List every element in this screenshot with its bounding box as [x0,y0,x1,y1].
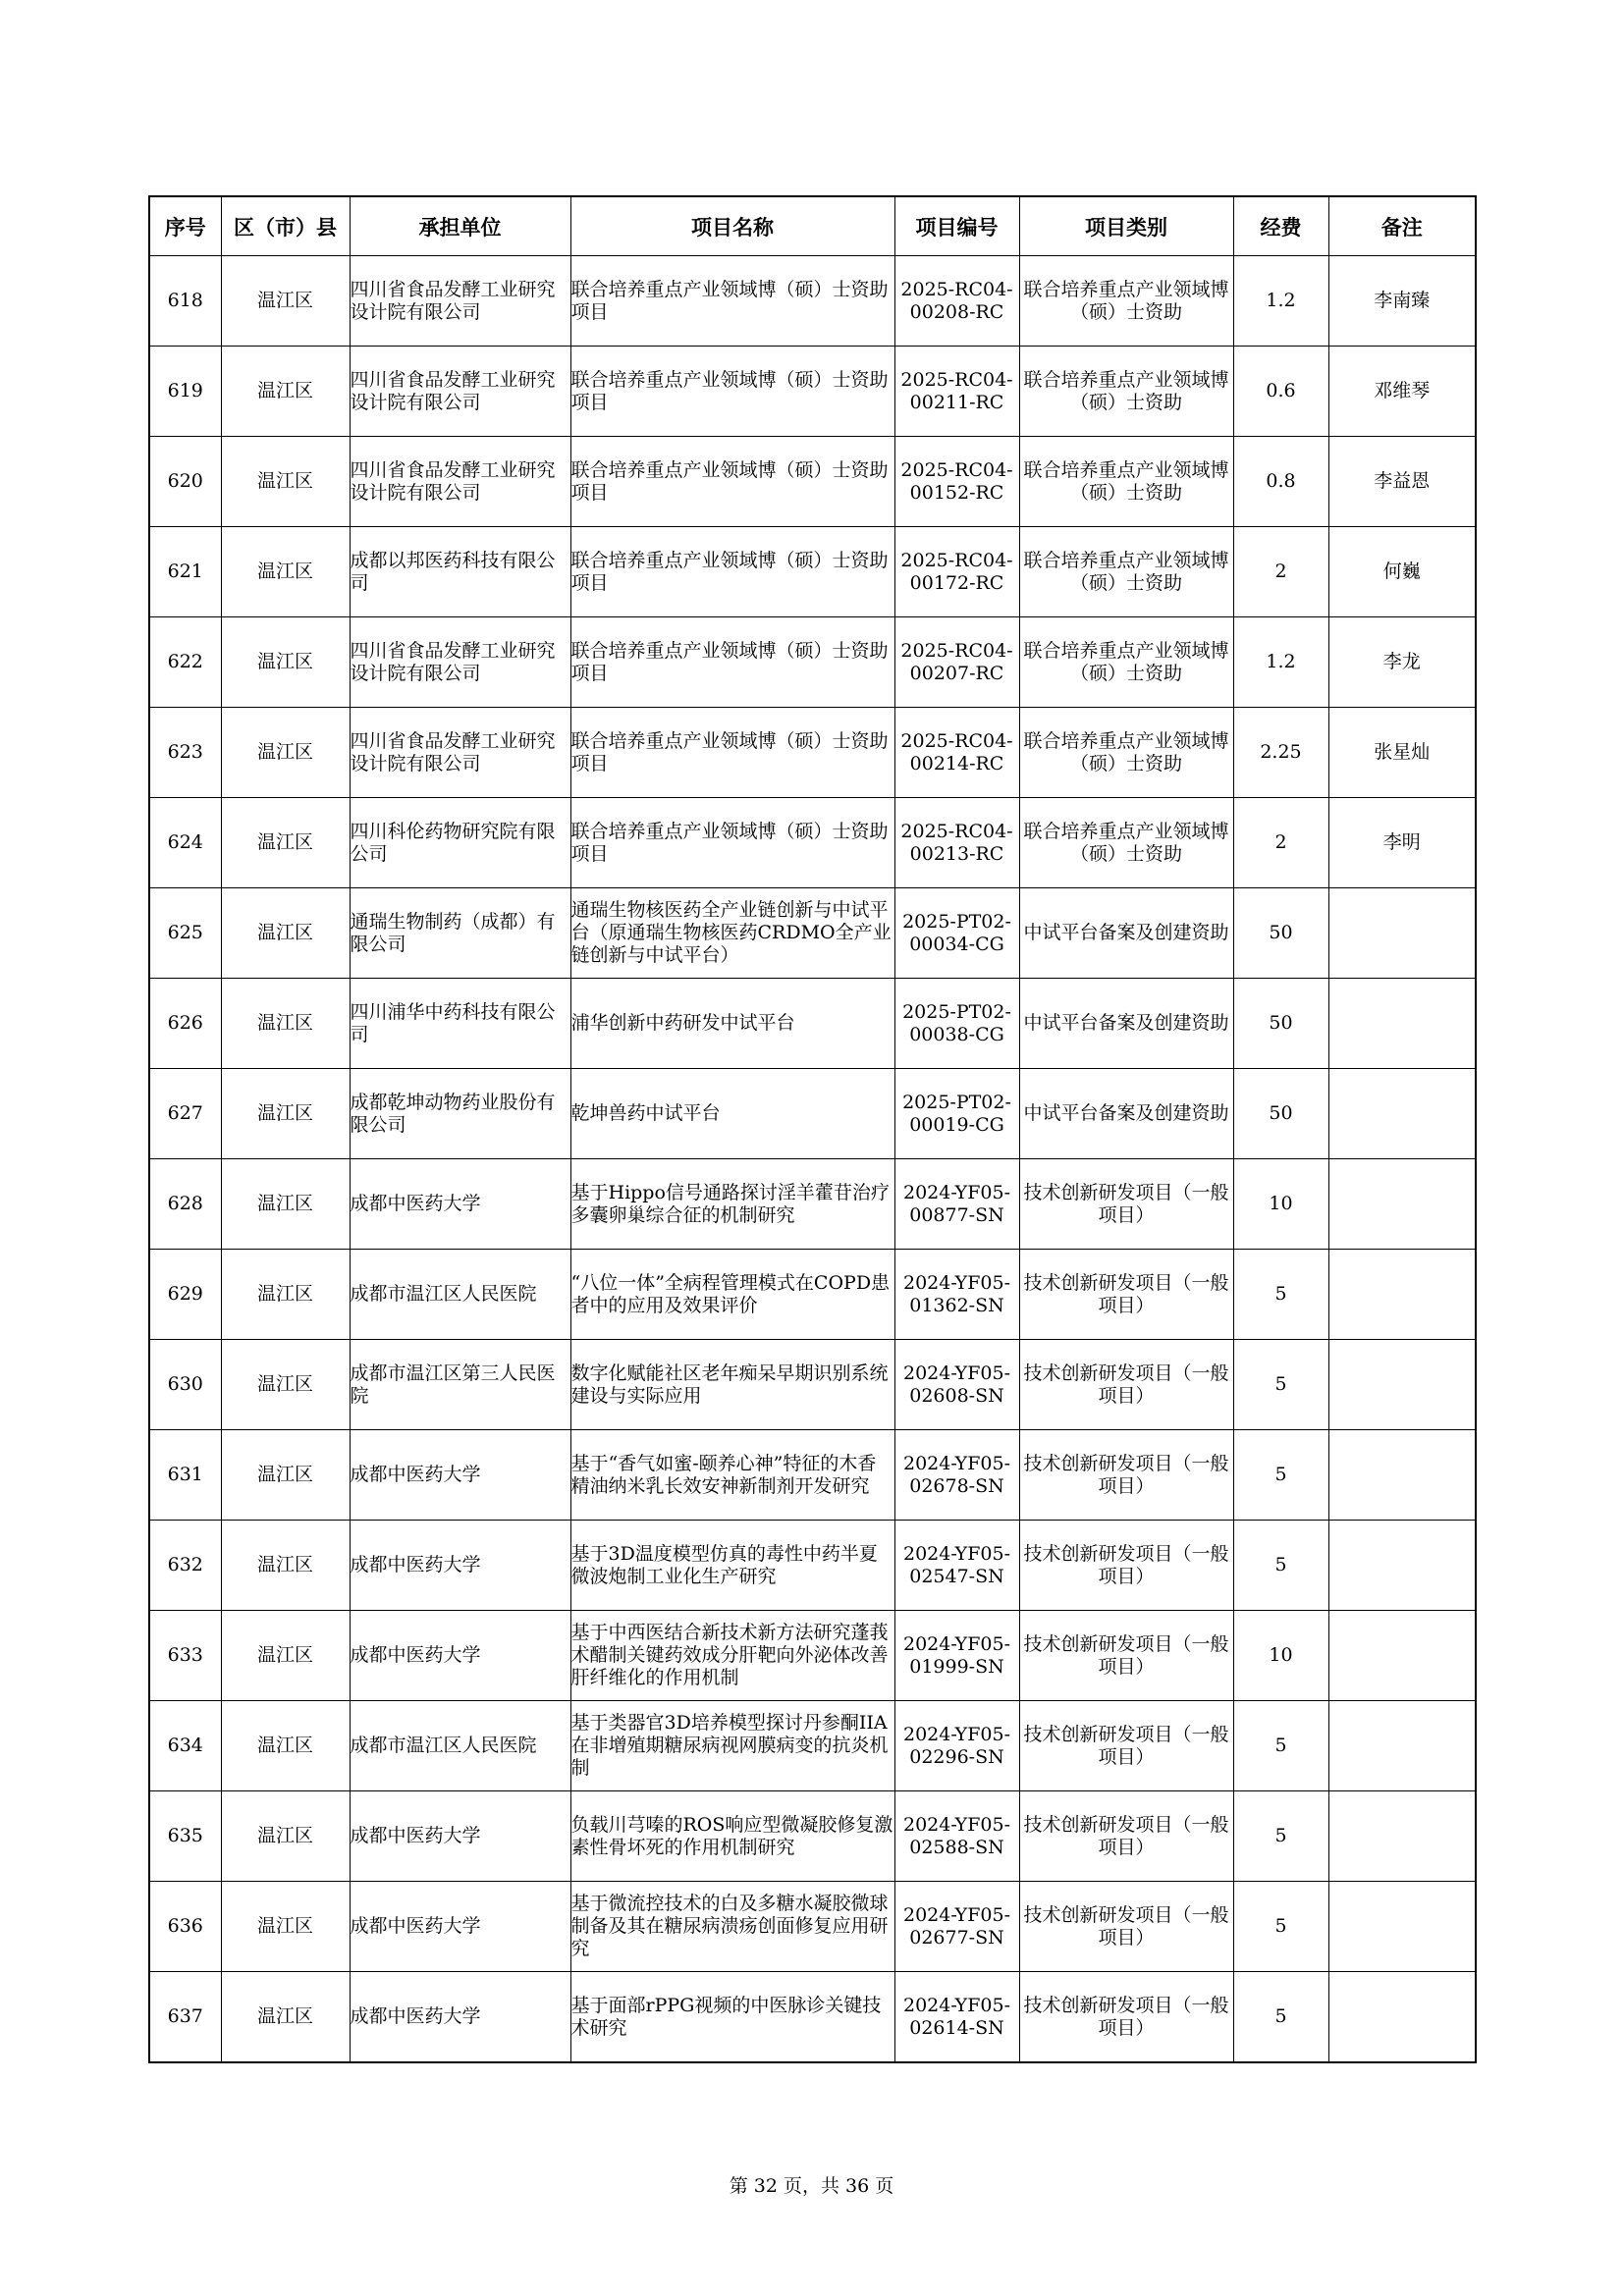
cell-note: 张星灿 [1328,708,1476,798]
cell-district: 温江区 [221,1611,350,1701]
cell-project-category: 联合培养重点产业领域博（硕）士资助 [1019,527,1233,617]
cell-district: 温江区 [221,708,350,798]
cell-project-code: 2025-RC04-00152-RC [894,437,1019,527]
table-row [149,527,1476,617]
cell-fund: 2 [1233,527,1328,617]
cell-fund: 5 [1233,1791,1328,1882]
table-header-row [149,196,1476,256]
cell-district: 温江区 [221,527,350,617]
cell-no: 629 [149,1250,221,1340]
cell-fund: 1.2 [1233,617,1328,708]
cell-note [1328,1791,1476,1882]
cell-district: 温江区 [221,1972,350,2063]
table-row [149,1521,1476,1611]
cell-fund: 50 [1233,979,1328,1069]
cell-note: 邓维琴 [1328,347,1476,437]
table-body [149,256,1476,2063]
cell-unit: 四川省食品发酵工业研究设计院有限公司 [350,708,570,798]
header-fund: 经费 [1233,196,1328,256]
cell-no: 623 [149,708,221,798]
cell-no: 627 [149,1069,221,1159]
cell-district: 温江区 [221,1701,350,1791]
cell-project-name: 乾坤兽药中试平台 [570,1069,894,1159]
cell-project-name: 联合培养重点产业领域博（硕）士资助项目 [570,798,894,888]
table-row [149,708,1476,798]
header-project-code: 项目编号 [894,196,1019,256]
cell-fund: 5 [1233,1701,1328,1791]
cell-district: 温江区 [221,617,350,708]
cell-project-name: 基于中西医结合新技术新方法研究蓬莪术醋制关键药效成分肝靶向外泌体改善肝纤维化的作用机制 [570,1611,894,1701]
cell-no: 620 [149,437,221,527]
cell-no: 633 [149,1611,221,1701]
header-project-name: 项目名称 [570,196,894,256]
cell-district: 温江区 [221,256,350,347]
table-row [149,1430,1476,1521]
cell-project-code: 2024-YF05-02547-SN [894,1521,1019,1611]
cell-project-name: 基于Hippo信号通路探讨淫羊藿苷治疗多囊卵巢综合征的机制研究 [570,1159,894,1250]
cell-no: 622 [149,617,221,708]
cell-project-category: 联合培养重点产业领域博（硕）士资助 [1019,256,1233,347]
cell-fund: 1.2 [1233,256,1328,347]
cell-project-category: 联合培养重点产业领域博（硕）士资助 [1019,708,1233,798]
cell-unit: 四川省食品发酵工业研究设计院有限公司 [350,437,570,527]
cell-project-name: “八位一体”全病程管理模式在COPD患者中的应用及效果评价 [570,1250,894,1340]
cell-project-category: 技术创新研发项目（一般项目） [1019,1972,1233,2063]
cell-unit: 成都以邦医药科技有限公司 [350,527,570,617]
cell-note [1328,1069,1476,1159]
cell-note [1328,1430,1476,1521]
cell-project-name: 基于类器官3D培养模型探讨丹参酮IIA在非增殖期糖尿病视网膜病变的抗炎机制 [570,1701,894,1791]
cell-note [1328,1972,1476,2063]
cell-no: 637 [149,1972,221,2063]
cell-project-name: 联合培养重点产业领域博（硕）士资助项目 [570,256,894,347]
cell-project-name: 基于3D温度模型仿真的毒性中药半夏微波炮制工业化生产研究 [570,1521,894,1611]
cell-unit: 四川科伦药物研究院有限公司 [350,798,570,888]
cell-unit: 四川省食品发酵工业研究设计院有限公司 [350,347,570,437]
cell-fund: 50 [1233,888,1328,979]
cell-project-category: 中试平台备案及创建资助 [1019,888,1233,979]
cell-note: 李龙 [1328,617,1476,708]
cell-note [1328,1701,1476,1791]
cell-fund: 10 [1233,1159,1328,1250]
cell-project-category: 技术创新研发项目（一般项目） [1019,1701,1233,1791]
header-note: 备注 [1328,196,1476,256]
cell-district: 温江区 [221,798,350,888]
cell-project-code: 2024-YF05-01999-SN [894,1611,1019,1701]
cell-note [1328,979,1476,1069]
cell-no: 619 [149,347,221,437]
header-district: 区（市）县 [221,196,350,256]
cell-note: 李益恩 [1328,437,1476,527]
table-row [149,437,1476,527]
cell-no: 635 [149,1791,221,1882]
cell-fund: 5 [1233,1430,1328,1521]
cell-note [1328,1340,1476,1430]
cell-project-category: 技术创新研发项目（一般项目） [1019,1611,1233,1701]
cell-district: 温江区 [221,1069,350,1159]
cell-project-category: 技术创新研发项目（一般项目） [1019,1340,1233,1430]
table-row [149,888,1476,979]
cell-note [1328,1611,1476,1701]
cell-no: 624 [149,798,221,888]
cell-project-code: 2025-RC04-00214-RC [894,708,1019,798]
cell-project-category: 技术创新研发项目（一般项目） [1019,1521,1233,1611]
cell-no: 618 [149,256,221,347]
cell-fund: 5 [1233,1340,1328,1430]
cell-project-category: 联合培养重点产业领域博（硕）士资助 [1019,437,1233,527]
cell-project-name: 浦华创新中药研发中试平台 [570,979,894,1069]
cell-note [1328,1159,1476,1250]
page-footer: 第 32 页，共 36 页 [729,2175,894,2197]
cell-project-code: 2025-PT02-00038-CG [894,979,1019,1069]
cell-project-code: 2024-YF05-01362-SN [894,1250,1019,1340]
cell-project-category: 技术创新研发项目（一般项目） [1019,1430,1233,1521]
cell-project-code: 2024-YF05-02588-SN [894,1791,1019,1882]
cell-project-name: 联合培养重点产业领域博（硕）士资助项目 [570,708,894,798]
cell-unit: 成都中医药大学 [350,1159,570,1250]
cell-project-code: 2025-PT02-00034-CG [894,888,1019,979]
cell-note [1328,1882,1476,1972]
cell-project-category: 技术创新研发项目（一般项目） [1019,1791,1233,1882]
table-row [149,617,1476,708]
cell-project-name: 联合培养重点产业领域博（硕）士资助项目 [570,437,894,527]
table-row [149,1882,1476,1972]
cell-project-category: 技术创新研发项目（一般项目） [1019,1159,1233,1250]
cell-fund: 5 [1233,1521,1328,1611]
cell-project-category: 联合培养重点产业领域博（硕）士资助 [1019,798,1233,888]
cell-fund: 2 [1233,798,1328,888]
cell-fund: 0.6 [1233,347,1328,437]
table-row [149,798,1476,888]
cell-project-name: 数字化赋能社区老年痴呆早期识别系统建设与实际应用 [570,1340,894,1430]
cell-unit: 四川省食品发酵工业研究设计院有限公司 [350,617,570,708]
cell-district: 温江区 [221,437,350,527]
cell-note: 何巍 [1328,527,1476,617]
table-row [149,979,1476,1069]
cell-no: 626 [149,979,221,1069]
cell-project-code: 2025-RC04-00213-RC [894,798,1019,888]
cell-unit: 成都市温江区第三人民医院 [350,1340,570,1430]
cell-fund: 5 [1233,1250,1328,1340]
table-row [149,1069,1476,1159]
cell-district: 温江区 [221,1340,350,1430]
cell-project-code: 2025-PT02-00019-CG [894,1069,1019,1159]
cell-no: 628 [149,1159,221,1250]
cell-unit: 成都中医药大学 [350,1521,570,1611]
cell-fund: 50 [1233,1069,1328,1159]
cell-unit: 成都中医药大学 [350,1430,570,1521]
cell-district: 温江区 [221,1882,350,1972]
header-no: 序号 [149,196,221,256]
cell-district: 温江区 [221,1159,350,1250]
table-row [149,1159,1476,1250]
cell-project-code: 2025-RC04-00208-RC [894,256,1019,347]
cell-unit: 成都乾坤动物药业股份有限公司 [350,1069,570,1159]
cell-district: 温江区 [221,1250,350,1340]
table-row [149,1701,1476,1791]
cell-fund: 5 [1233,1882,1328,1972]
cell-unit: 四川浦华中药科技有限公司 [350,979,570,1069]
cell-unit: 通瑞生物制药（成都）有限公司 [350,888,570,979]
cell-project-category: 联合培养重点产业领域博（硕）士资助 [1019,347,1233,437]
cell-no: 634 [149,1701,221,1791]
table-row [149,1250,1476,1340]
cell-project-name: 基于“香气如蜜-颐养心神”特征的木香精油纳米乳长效安神新制剂开发研究 [570,1430,894,1521]
cell-note [1328,1250,1476,1340]
cell-note: 李南臻 [1328,256,1476,347]
cell-project-name: 基于面部rPPG视频的中医脉诊关键技术研究 [570,1972,894,2063]
project-table [148,195,1477,2063]
cell-project-name: 联合培养重点产业领域博（硕）士资助项目 [570,527,894,617]
cell-project-category: 技术创新研发项目（一般项目） [1019,1250,1233,1340]
table-row [149,1611,1476,1701]
table-row [149,1972,1476,2063]
cell-unit: 成都中医药大学 [350,1972,570,2063]
cell-project-code: 2024-YF05-02296-SN [894,1701,1019,1791]
table-row [149,1791,1476,1882]
cell-project-code: 2024-YF05-02678-SN [894,1430,1019,1521]
cell-project-category: 技术创新研发项目（一般项目） [1019,1882,1233,1972]
cell-note [1328,1521,1476,1611]
cell-fund: 5 [1233,1972,1328,2063]
cell-project-category: 联合培养重点产业领域博（硕）士资助 [1019,617,1233,708]
cell-district: 温江区 [221,1521,350,1611]
cell-project-code: 2024-YF05-02677-SN [894,1882,1019,1972]
cell-fund: 0.8 [1233,437,1328,527]
cell-project-name: 联合培养重点产业领域博（硕）士资助项目 [570,617,894,708]
cell-unit: 成都市温江区人民医院 [350,1701,570,1791]
cell-note: 李明 [1328,798,1476,888]
cell-district: 温江区 [221,347,350,437]
cell-project-code: 2025-RC04-00172-RC [894,527,1019,617]
table-row [149,256,1476,347]
cell-no: 632 [149,1521,221,1611]
cell-project-code: 2025-RC04-00211-RC [894,347,1019,437]
cell-district: 温江区 [221,888,350,979]
cell-fund: 2.25 [1233,708,1328,798]
cell-unit: 成都中医药大学 [350,1791,570,1882]
cell-project-code: 2024-YF05-02614-SN [894,1972,1019,2063]
cell-project-name: 通瑞生物核医药全产业链创新与中试平台（原通瑞生物核医药CRDMO全产业链创新与中试平台） [570,888,894,979]
cell-project-category: 中试平台备案及创建资助 [1019,979,1233,1069]
cell-project-name: 负载川芎嗪的ROS响应型微凝胶修复激素性骨坏死的作用机制研究 [570,1791,894,1882]
header-project-category: 项目类别 [1019,196,1233,256]
cell-project-code: 2024-YF05-00877-SN [894,1159,1019,1250]
cell-note [1328,888,1476,979]
cell-no: 631 [149,1430,221,1521]
cell-unit: 成都中医药大学 [350,1882,570,1972]
cell-project-name: 联合培养重点产业领域博（硕）士资助项目 [570,347,894,437]
cell-unit: 四川省食品发酵工业研究设计院有限公司 [350,256,570,347]
table-row [149,347,1476,437]
cell-no: 621 [149,527,221,617]
header-unit: 承担单位 [350,196,570,256]
cell-project-category: 中试平台备案及创建资助 [1019,1069,1233,1159]
table-row [149,1340,1476,1430]
cell-no: 636 [149,1882,221,1972]
cell-unit: 成都市温江区人民医院 [350,1250,570,1340]
cell-district: 温江区 [221,1430,350,1521]
cell-project-name: 基于微流控技术的白及多糖水凝胶微球制备及其在糖尿病溃疡创面修复应用研究 [570,1882,894,1972]
cell-unit: 成都中医药大学 [350,1611,570,1701]
cell-district: 温江区 [221,1791,350,1882]
cell-no: 625 [149,888,221,979]
cell-no: 630 [149,1340,221,1430]
cell-fund: 10 [1233,1611,1328,1701]
cell-project-code: 2024-YF05-02608-SN [894,1340,1019,1430]
cell-district: 温江区 [221,979,350,1069]
cell-project-code: 2025-RC04-00207-RC [894,617,1019,708]
